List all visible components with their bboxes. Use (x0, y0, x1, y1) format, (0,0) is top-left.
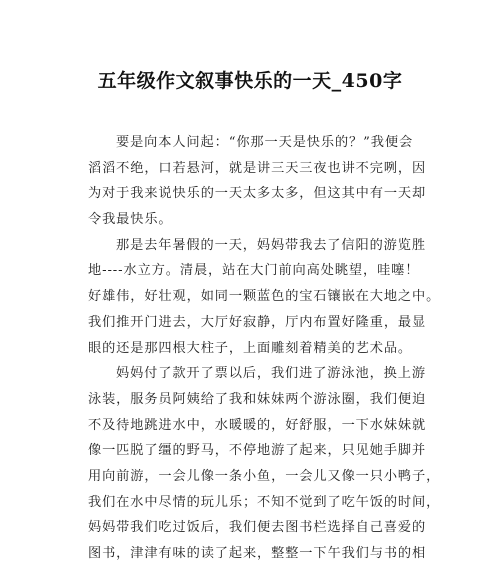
paragraph-3-line-6: 我们在水中尽情的玩儿乐；不知不觉到了吃午饭的时间， (88, 494, 441, 510)
paragraph-2-line-4: 我们推开门进去，大厅好寂静，厅内布置好隆重，最显 (88, 314, 427, 330)
paragraph-1-line-2: 滔滔不绝，口若悬河，就是讲三天三夜也讲不完咧，因 (88, 160, 427, 176)
document-title: 五年级作文叙事快乐的一天_450字 (97, 70, 403, 92)
paragraph-3-line-4: 像一匹脱了缰的野马，不停地游了起来，只见她手脚并 (88, 443, 427, 459)
document-body (88, 130, 441, 567)
paragraph-3-line-3: 不及待地跳进水中，水暖暖的，好舒服，一下水妹妹就 (88, 417, 427, 433)
paragraph-3-line-1: 妈妈付了款开了票以后，我们进了游泳池，换上游 (116, 366, 426, 382)
paragraph-3-line-8: 图书，津津有味的读了起来，整整一下午我们与书的相 (88, 546, 427, 561)
paragraph-3-line-5: 用向前游，一会儿像一条小鱼，一会儿又像一只小鸭子， (88, 468, 441, 484)
paragraph-2-line-2: 地----水立方。清晨，站在大门前向高处眺望，哇噻！ (88, 263, 420, 279)
paragraph-1-line-1: 要是向本人问起：“你那一天是快乐的？”我便会 (116, 135, 414, 150)
paragraph-2-line-1: 那是去年暑假的一天，妈妈带我去了信阳的游览胜 (116, 237, 426, 253)
paragraph-1-line-3: 为对于我来说快乐的一天太多太多，但这其中有一天却 (88, 186, 427, 202)
paragraph-2-line-5: 眼的还是那四根大柱子，上面雕刻着精美的艺术品。 (88, 340, 413, 356)
paragraph-2-line-3: 好雄伟，好壮观，如同一颗蓝色的宝石镶嵌在大地之中。 (88, 289, 441, 305)
paragraph-3-line-2: 泳装，服务员阿姨给了我和妹妹两个游泳圈，我们便迫 (88, 391, 427, 407)
paragraph-3-line-7: 妈妈带我们吃过饭后，我们便去图书栏选择自己喜爱的 (88, 520, 427, 536)
paragraph-1-line-4: 令我最快乐。 (88, 212, 173, 228)
